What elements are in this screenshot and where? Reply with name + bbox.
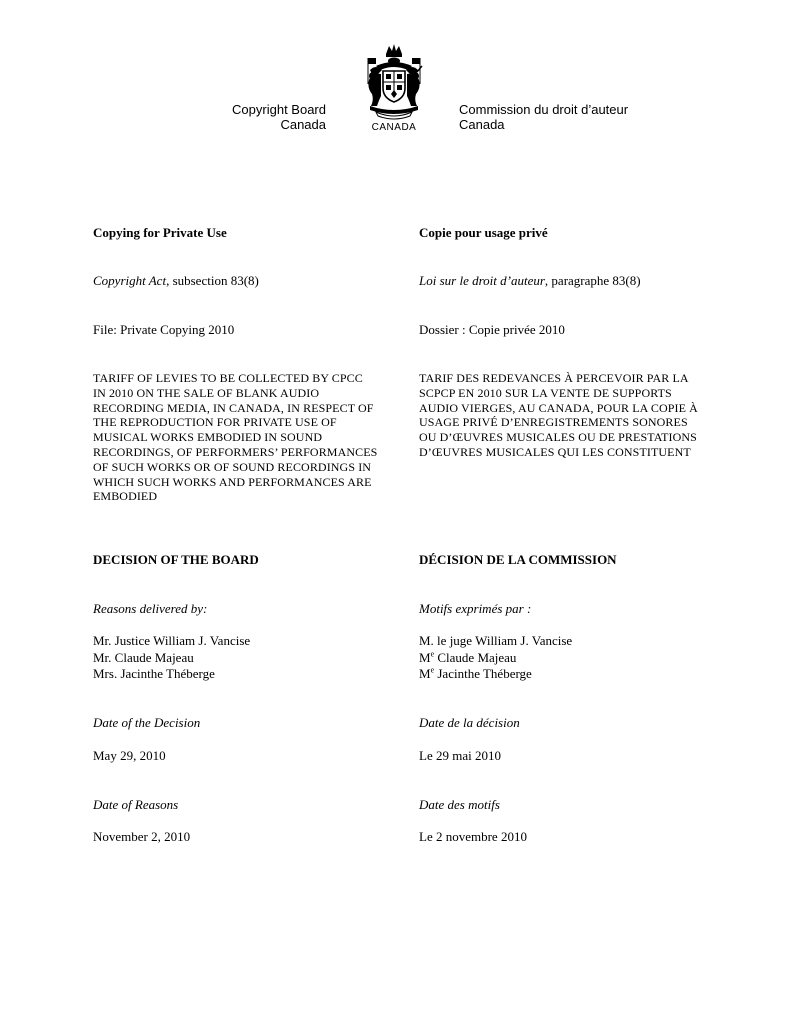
en-decision-heading: DECISION OF THE BOARD xyxy=(93,552,259,567)
en-date-decision-label: Date of the Decision xyxy=(93,715,201,730)
fr-act-paragraph: , paragraphe 83(8) xyxy=(544,273,641,288)
en-reasons-label: Reasons delivered by: xyxy=(93,601,208,616)
en-date-decision: May 29, 2010 xyxy=(93,748,166,763)
fr-tariff-title: TARIF DES REDEVANCES À PERCEVOIR PAR LA SCPCP EN 2010 SUR LA VENTE DE SUPPORTS AUDIO VIERGES, AU CANADA, POUR LA COPIE À USAGE PRIVÉ D’ENREGISTREMENTS SONORES OU D’ŒUVRES MUSICALES OU DE PRESTATIONS D’ŒUVRES MUSICALES QUI LES CONSTITUENT xyxy=(419,371,698,459)
header-english-agency xyxy=(232,102,326,132)
en-tariff-title: TARIFF OF LEVIES TO BE COLLECTED BY CPCC IN 2010 ON THE SALE OF BLANK AUDIO RECORDING MEDIA, IN CANADA, IN RESPECT OF THE REPRODUCTION FOR PRIVATE USE OF MUSICAL WORKS EMBODIED IN SOUND RECORDINGS, OF PERFORMERS’ PERFORMANCES OF SUCH WORKS OR OF SOUND RECORDINGS IN WHICH SUCH WORKS AND PERFORMANCES ARE EMBODIED xyxy=(93,371,378,504)
fr-member-name: Claude Majeau xyxy=(434,649,517,665)
fr-member xyxy=(419,650,572,667)
en-act-subsection: , subsection 83(8) xyxy=(166,273,259,288)
fr-member-title-sup: e xyxy=(430,649,435,659)
en-date-reasons: November 2, 2010 xyxy=(93,829,191,844)
fr-member: M. le juge William J. Vancise xyxy=(419,633,573,648)
en-member: Mrs. Jacinthe Théberge xyxy=(93,666,215,681)
fr-members-list xyxy=(419,633,572,683)
fr-member-title: M xyxy=(419,666,431,681)
en-members-list xyxy=(93,633,250,683)
fr-date-decision: Le 29 mai 2010 xyxy=(419,748,501,763)
fr-act-name: Loi sur le droit d’auteur xyxy=(419,273,545,288)
fr-title: Copie pour usage privé xyxy=(419,225,548,240)
en-act-reference xyxy=(93,273,259,289)
fr-member-name: Jacinthe Théberge xyxy=(434,666,532,681)
fr-decision-heading: DÉCISION DE LA COMMISSION xyxy=(419,552,617,567)
fr-reasons-label: Motifs exprimés par : xyxy=(419,601,532,616)
header-french-line1: Commission du droit d’auteur xyxy=(459,102,629,117)
header-english-line1: Copyright Board xyxy=(232,102,326,117)
crest-label: CANADA xyxy=(371,122,417,133)
en-member: Mr. Justice William J. Vancise xyxy=(93,633,251,648)
fr-file: Dossier : Copie privée 2010 xyxy=(419,322,565,337)
fr-act-reference xyxy=(419,273,641,289)
fr-date-reasons: Le 2 novembre 2010 xyxy=(419,829,527,844)
header-french-line2: Canada xyxy=(459,117,505,132)
coat-of-arms-icon xyxy=(362,44,426,122)
fr-member-title-sup: e xyxy=(430,665,435,675)
fr-date-reasons-label: Date des motifs xyxy=(419,797,500,812)
fr-member-title: M xyxy=(419,649,431,665)
en-member: Mr. Claude Majeau xyxy=(93,649,194,665)
header-french-agency xyxy=(459,102,628,132)
en-title: Copying for Private Use xyxy=(93,225,227,240)
header-english-line2: Canada xyxy=(280,117,326,132)
en-act-name: Copyright Act xyxy=(93,273,167,288)
en-file: File: Private Copying 2010 xyxy=(93,322,235,337)
en-date-reasons-label: Date of Reasons xyxy=(93,797,179,812)
fr-member xyxy=(419,666,572,683)
fr-date-decision-label: Date de la décision xyxy=(419,715,520,730)
